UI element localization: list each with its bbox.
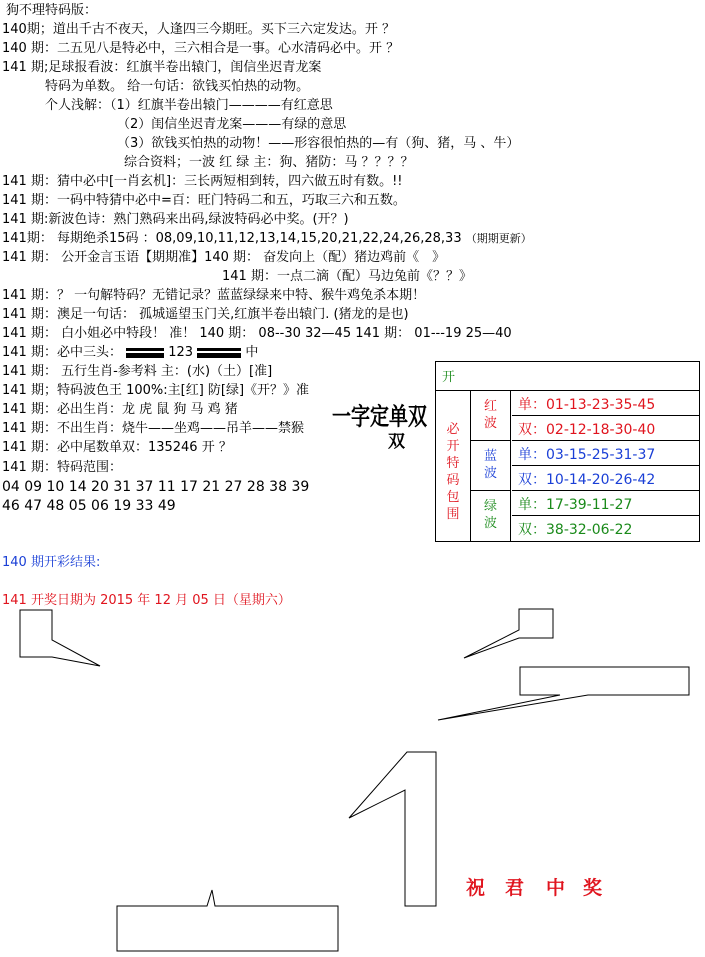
line-wave-king: 141 期；特码波色王 100%:主[红] 防[绿]《开？》准 (2, 383, 310, 398)
line-141-football: 141 期;足球报看波：红旗半卷出辕门，闺信坐迟青龙案 (2, 60, 322, 75)
table-side-col (436, 391, 471, 541)
kill-15-text: 141期： 每期绝杀15码 ：08,09,10,11,12,13,14,15,20,21,22,24,26,28,33 (2, 231, 462, 246)
banner-char: 中 (546, 877, 566, 899)
heads-bars-left (126, 348, 164, 358)
line-interp-2: （2）闺信坐迟青龙案———有绿的意思 (117, 117, 347, 132)
line-summary: 综合资料；一波 红 绿 主：狗、猪防：马 ？？？？ (124, 155, 414, 170)
three-heads-label: 141 期：必中三头： (2, 345, 122, 360)
line-three-heads (2, 345, 258, 361)
banner-char: 君 (505, 877, 525, 899)
green-even-text: 双：38-32-06-22 (518, 522, 633, 538)
line-golden-words-b: 141 期：一点二滴（配）马边兔前《？？》 (222, 269, 472, 284)
line-five-elements: 141 期： 五行生肖-参考料 主：(水)（土）[准] (2, 364, 273, 379)
side-char: 包 (446, 490, 460, 505)
wave-red (471, 391, 511, 441)
line-golden-words: 141 期： 公开金言玉语【期期准】140 期： 奋发向上（配）猪边鸡前《 》 (2, 250, 446, 265)
wave-green (471, 491, 511, 541)
blue-even-text: 双：10-14-20-26-42 (518, 472, 656, 488)
big-digit-one (349, 752, 436, 906)
side-char: 必 (446, 422, 460, 437)
line-interp-1: 个人浅解：（1）红旗半卷出辕门————有红意思 (45, 98, 333, 113)
table-header-text: 开 (442, 370, 456, 385)
blue-odd-row (512, 441, 699, 466)
side-char: 码 (446, 473, 460, 488)
callout-mid (464, 609, 553, 658)
line-tail-digits: 141 期：必中尾数单双：135246 开 ？ (2, 440, 232, 455)
callout-right (438, 667, 689, 720)
line-140-b: 140 期：二五见八是特必中，三六相合是一事。心水清码必中。开 ？ (2, 41, 400, 56)
wave-blue (471, 441, 511, 491)
blue-odd-text: 单：03-15-25-31-37 (518, 447, 656, 463)
line-range-label: 141 期：特码范围： (2, 460, 122, 475)
range-row-1: 04 09 10 14 20 31 37 11 17 21 27 28 38 39 (2, 479, 310, 495)
callout-left (20, 610, 100, 666)
line-zodiac-riddle: 141 期：猜中必中[一肖玄机]：三长两短相到转，四六做五时有数。!! (2, 174, 403, 189)
green-even-row (512, 516, 699, 541)
result-line: 140 期开彩结果: (2, 555, 101, 570)
side-char: 围 (446, 507, 460, 522)
wave-red-c1: 红 (483, 399, 497, 414)
line-segment: 141 期： 白小姐必中特段！ 准！ 140 期： 08--30 32—45 141 期： 01---19 25—40 (2, 326, 512, 341)
line-kill-15 (2, 231, 532, 247)
draw-date-line: 141 开奖日期为 2015 年 12 月 05 日（星期六） (2, 593, 291, 608)
single-double-title: 一字定单双 (332, 403, 428, 431)
red-odd-row (512, 391, 699, 416)
wave-green-c1: 绿 (483, 499, 497, 514)
heads-bars-right (197, 348, 241, 358)
callout-bottom (117, 890, 338, 951)
heads-tail: 中 (245, 345, 259, 360)
line-special-odd: 特码为单数。 给一句话：欲钱买怕热的动物。 (45, 79, 310, 94)
line-interp-3: （3）欲钱买怕热的动物！——形容很怕热的—有（狗、猪，马 、牛） (117, 136, 520, 151)
banner-char: 奖 (583, 877, 603, 899)
line-wave-poem: 141 期:新波色诗：熟门熟码来出码,绿波特码必中奖。(开？) (2, 212, 349, 227)
line-macau: 141 期：澳足一句话： 孤城遥望玉门关,红旗半卷出辕门. (猪龙的是也) (2, 307, 409, 322)
single-double-mark: 双 (388, 432, 405, 452)
table-header (436, 362, 699, 391)
green-odd-text: 单：17-39-11-27 (518, 497, 633, 513)
heads-mid: 123 (168, 345, 194, 360)
wave-blue-c2: 波 (483, 466, 497, 481)
banner-char: 祝 (466, 877, 486, 899)
line-one-sentence: 141 期：？ 一句解特码？无错记录？蓝蓝绿绿来中特、猴牛鸡兔杀本期！ (2, 288, 426, 303)
red-odd-text: 单：01-13-23-35-45 (518, 397, 656, 413)
side-char: 开 (446, 439, 460, 454)
wave-blue-c1: 蓝 (483, 449, 497, 464)
red-even-row (512, 416, 699, 441)
line-must-zodiac: 141 期：必出生肖：龙 虎 鼠 狗 马 鸡 猪 (2, 402, 238, 417)
line-140-a: 140期；道出千古不夜天，人逢四三今期旺。买下三六定发达。开 ？ (2, 22, 395, 37)
kill-15-note: （期期更新） (465, 232, 532, 245)
special-code-table (435, 361, 700, 542)
blue-even-row (512, 466, 699, 491)
range-row-2: 46 47 48 05 06 19 33 49 (2, 498, 176, 514)
wave-green-c2: 波 (483, 516, 497, 531)
line-no-zodiac: 141 期：不出生肖：烧牛——坐鸡——吊羊——禁猴 (2, 421, 304, 436)
green-odd-row (512, 491, 699, 516)
page-title: 狗不理特码版： (6, 3, 98, 18)
wave-red-c2: 波 (483, 416, 497, 431)
line-one-code: 141 期：一码中特猜中必中=百：旺门特码二和五，巧取三六和五数。 (2, 193, 406, 208)
side-char: 特 (446, 456, 460, 471)
red-even-text: 双：02-12-18-30-40 (518, 422, 656, 438)
